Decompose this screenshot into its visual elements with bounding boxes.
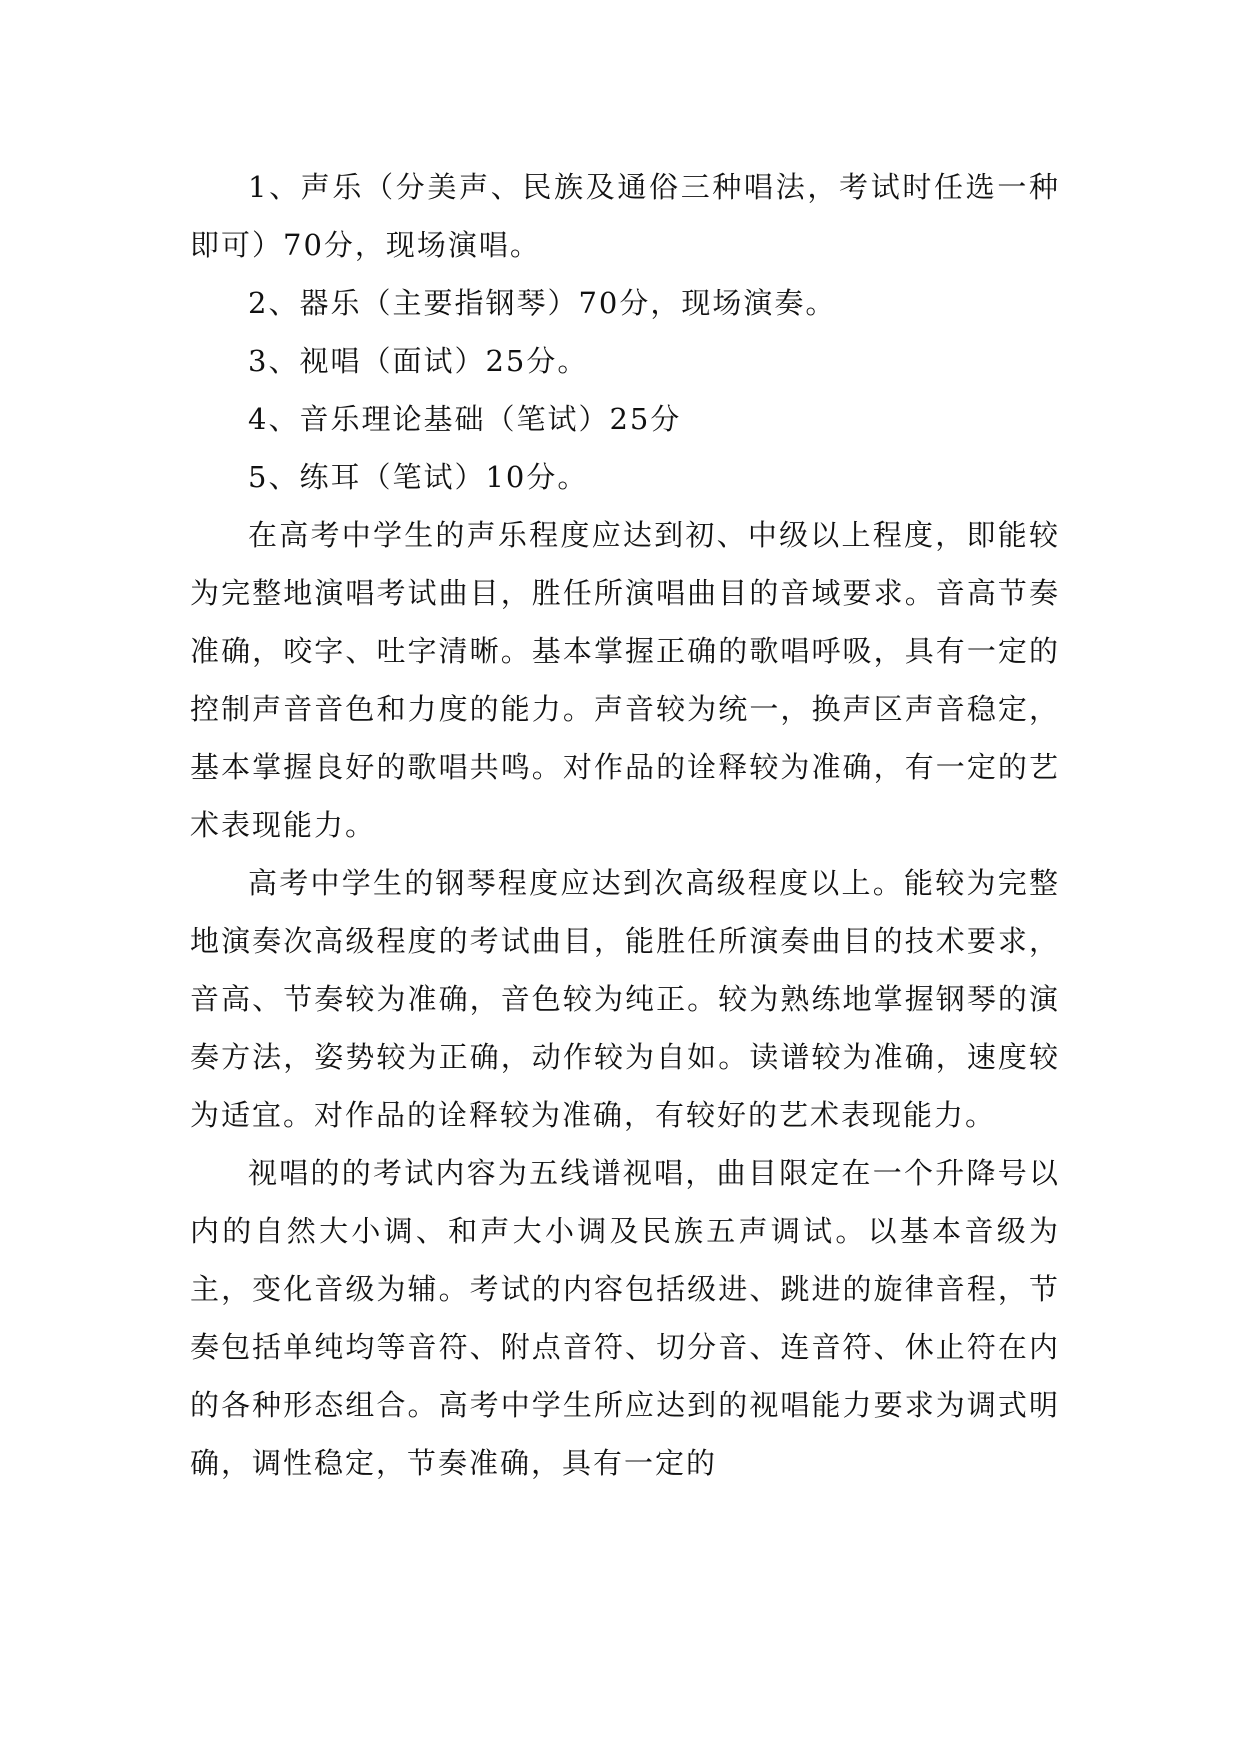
exam-item-instrument: 2、器乐（主要指钢琴）70分，现场演奏。 xyxy=(248,286,837,320)
exam-item-music-theory: 4、音乐理论基础（笔试）25分 xyxy=(248,402,682,436)
document-page xyxy=(190,158,1060,1492)
paragraph-vocal-requirements: 在高考中学生的声乐程度应达到初、中级以上程度，即能较为完整地演唱考试曲目，胜任所演唱曲目的音域要求。音高节奏准确，咬字、吐字清晰。基本掌握正确的歌唱呼吸，具有一定的控制声音音色和力度的能力。声音较为统一，换声区声音稳定，基本掌握良好的歌唱共鸣。对作品的诠释较为准确，有一定的艺术表现能力。 xyxy=(190,518,1060,842)
paragraph-sight-singing-requirements: 视唱的的考试内容为五线谱视唱，曲目限定在一个升降号以内的自然大小调、和声大小调及民族五声调试。以基本音级为主，变化音级为辅。考试的内容包括级进、跳进的旋律音程，节奏包括单纯均等音符、附点音符、切分音、连音符、休止符在内的各种形态组合。高考中学生所应达到的视唱能力要求为调式明确，调性稳定，节奏准确，具有一定的 xyxy=(190,1156,1060,1480)
exam-item-vocal: 1、声乐（分美声、民族及通俗三种唱法，考试时任选一种即可）70分，现场演唱。 xyxy=(190,170,1060,262)
paragraph-piano-requirements: 高考中学生的钢琴程度应达到次高级程度以上。能较为完整地演奏次高级程度的考试曲目，能胜任所演奏曲目的技术要求，音高、节奏较为准确，音色较为纯正。较为熟练地掌握钢琴的演奏方法，姿势较为正确，动作较为自如。读谱较为准确，速度较为适宜。对作品的诠释较为准确，有较好的艺术表现能力。 xyxy=(190,866,1060,1132)
exam-item-sight-singing: 3、视唱（面试）25分。 xyxy=(248,344,589,378)
exam-item-ear-training: 5、练耳（笔试）10分。 xyxy=(248,460,589,494)
